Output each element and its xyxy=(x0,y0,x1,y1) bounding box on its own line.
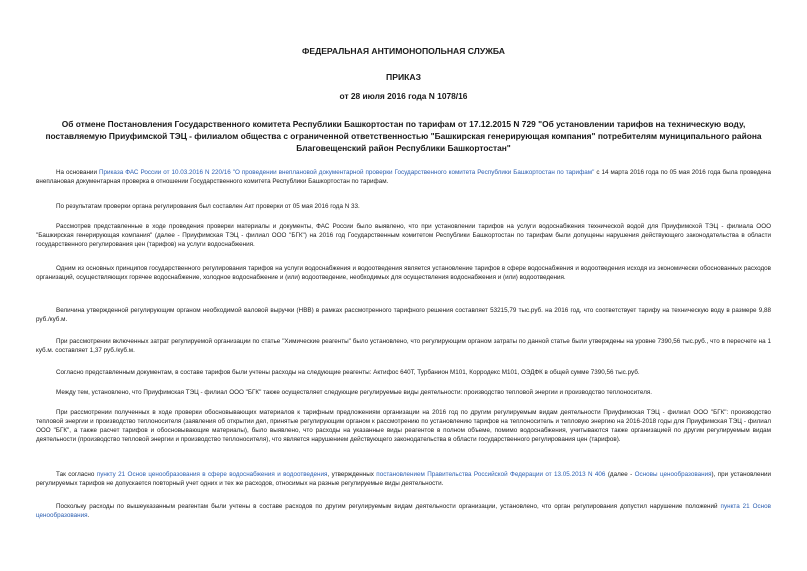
clause-21-link[interactable]: пункту 21 Основ ценообразования в сфере водоснабжения и водоотведения xyxy=(96,471,328,478)
paragraph-text: ), при установлении регулируемых тарифов не допускается повторный учет одних и тех же расходов, относимых на разные регулируемые виды деятельности. xyxy=(36,471,771,487)
paragraph-4: Одним из основных принципов государственного регулирования тарифов на услуги водоснабжения и водоотведения является установление тарифов в сфере водоснабжения и водоотведения исходя из экономически обоснованных расходов организаций, осуществляющих горячее водоснабжение, холодное водоснабжение и (или) водоотведение, необходимых для осуществления водоснабжения и (или) водоотведения. xyxy=(36,265,771,281)
paragraph-6: При рассмотрении включенных затрат регулируемой организации по статье "Химические реагенты" было установлено, что регулирующим органом затраты по данной статье были утверждены на уровне 7390,56 тыс.руб., что в пересчете на 1 куб.м. составляет 1,37 руб./куб.м. xyxy=(36,338,771,354)
paragraph-10 xyxy=(36,470,771,488)
order-link[interactable]: Приказа ФАС России от 10.03.2016 N 220/16 "О проведении внеплановой документарной проверки Государственного комитета Республики Башкортостан по тарифам" xyxy=(98,169,595,176)
paragraph-2: По результатам проверки органа регулирования был составлен Акт проверки от 05 мая 2016 года N 33. xyxy=(56,203,360,210)
paragraph-5: Величина утвержденной регулирующим органом необходимой валовой выручки (НВВ) в рамках рассмотренного тарифного решения составляет 53215,79 тыс.руб. на 2016 год, что соответствует тарифу на техническую воду в размере 9,88 руб./куб.м. xyxy=(36,307,771,323)
paragraph-text: с 14 марта 2016 года по 05 мая 2016 года была проведена внеплановая документарная проверка в отношении Государственного комитета Республики Башкортостан по тарифам. xyxy=(36,169,771,185)
paragraph-text: , утвержденных xyxy=(327,471,377,478)
paragraph-7: Согласно представленным документам, в составе тарифов были учтены расходы на следующие реагенты: Актифос 640Т, Турбанион М101, Корродекс М101, ОЭДФК в общей сумме 7390,56 тыс.руб. xyxy=(56,369,640,376)
document-title: Об отмене Постановления Государственного комитета Республики Башкортостан по тарифам от 17.12.2015 N 729 "Об установлении тарифов на техническую воду, поставляемую Приуфимской ТЭЦ - филиалом общества с ограниченной ответственностью "Башкирская генерирующая компания" потребителям муниципального района Благовещенский район Республики Башкортостан" xyxy=(45,119,762,153)
government-decree-link[interactable]: постановлением Правительства Российской Федерации от 13.05.2013 N 406 xyxy=(376,471,606,478)
paragraph-text: (далее - xyxy=(605,471,635,478)
paragraph-text: Так согласно xyxy=(56,471,97,478)
paragraph-3: Рассмотрев представленные в ходе проведения проверки материалы и документы, ФАС России было выявлено, что при установлении тарифов на услуги водоснабжения технической водой для Приуфимской ТЭЦ - филиала ООО "Башкирская генерирующая компания" (далее - Приуфимская ТЭЦ - филиал ООО "БГК") на 2016 год Государственным комитетом Республики Башкортостан по тарифам были допущены нарушения действующего законодательства в области государственного регулирования цен (тарифов) на услуги водоснабжения. xyxy=(36,223,771,248)
paragraph-text: . xyxy=(87,512,90,519)
document-date: от 28 июля 2016 года N 1078/16 xyxy=(339,91,468,101)
paragraph-9: При рассмотрении полученных в ходе проверки обосновывающих материалов к тарифным предложениям организации на 2016 год по другим регулируемым видам деятельности Приуфимская ТЭЦ - филиал ООО "БГК": производство тепловой энергии и производство теплоносителя (заявления об открытии дел, принятые регулирующим органом к рассмотрению по установлению тарифов на теплоноситель и тепловую энергию на 2016-2018 годы для Приуфимская ТЭЦ - филиал ООО "БГК", а также расчет тарифов и обосновывающие материалы), было выявлено, что расходы на указанные виды реагентов в полном объеме, помимо водоснабжения, учитываются также организацией по другим регулируемым видам деятельности (производство тепловой энергии и производство теплоносителя), что является нарушением действующего законодательства в области государственного регулирования цен (тарифов). xyxy=(36,409,771,443)
document-type: ПРИКАЗ xyxy=(386,72,421,82)
paragraph-11 xyxy=(36,502,771,520)
paragraph-1 xyxy=(36,168,771,186)
pricing-basics-link[interactable]: Основы ценообразования xyxy=(634,471,712,478)
paragraph-text: Поскольку расходы по вышеуказанным реагентам были учтены в составе расходов по другим регулируемым видам деятельности организации, установлено, что орган регулирования допустил нарушение положений xyxy=(56,503,721,510)
clause-21-pricing-link[interactable]: пункта 21 Основ ценообразования xyxy=(36,503,771,519)
issuing-authority: ФЕДЕРАЛЬНАЯ АНТИМОНОПОЛЬНАЯ СЛУЖБА xyxy=(302,46,505,56)
paragraph-text: На основании xyxy=(56,169,99,176)
paragraph-8: Между тем, установлено, что Приуфимская ТЭЦ - филиал ООО "БГК" также осуществляет следующие регулируемые виды деятельности: производство тепловой энергии и производство теплоносителя. xyxy=(56,389,653,396)
